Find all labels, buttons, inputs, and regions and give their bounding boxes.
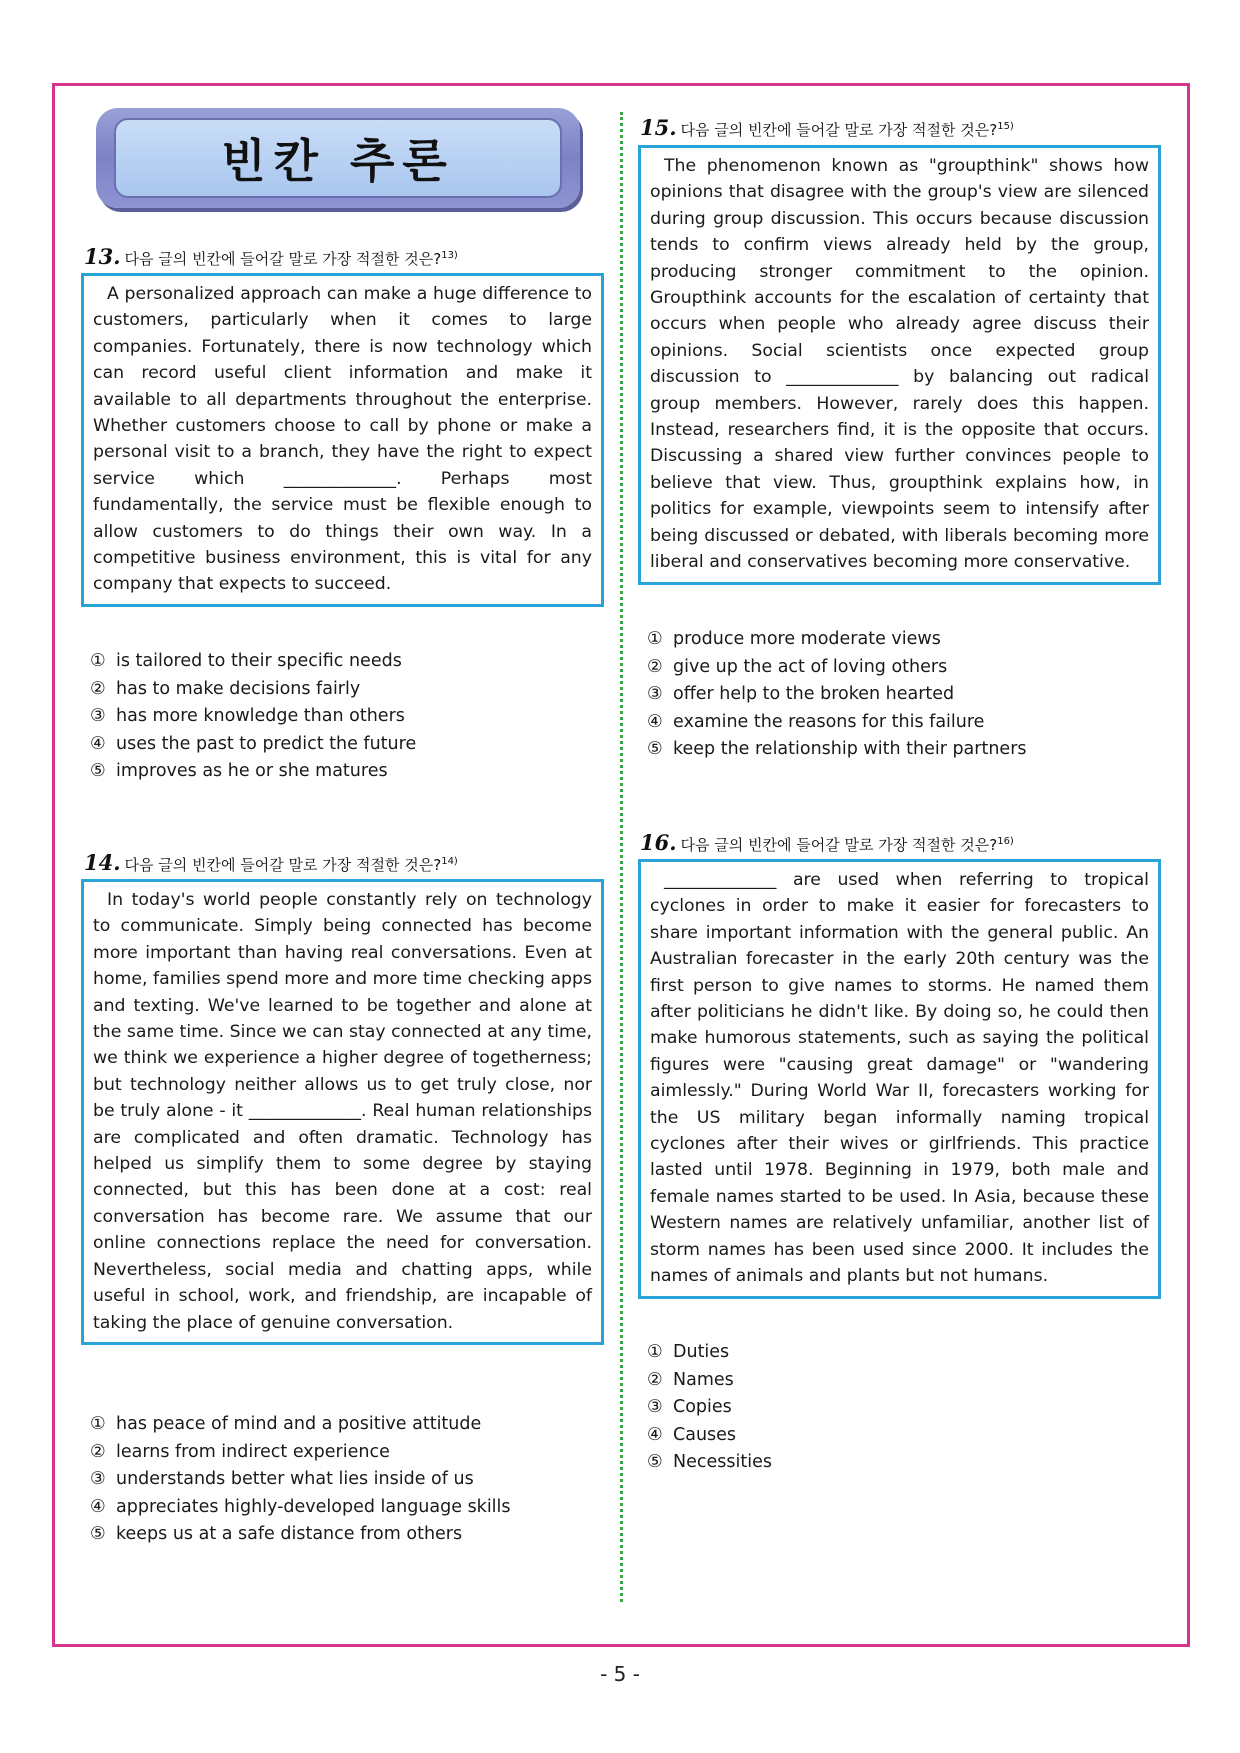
question-15-passage-box [638,145,1161,585]
section-title: 빈칸 추론 [221,134,455,188]
choice-text: keeps us at a safe distance from others [116,1524,463,1545]
choice-text: keep the relationship with their partners [673,739,1027,760]
choice-number: ④ [647,711,663,732]
choice-item[interactable] [647,681,1027,709]
choice-number: ① [90,1414,106,1434]
choice-text: Necessities [673,1452,772,1473]
choice-text: uses the past to predict the future [116,733,417,754]
choice-item[interactable] [90,1466,511,1494]
choice-item[interactable] [90,1494,511,1522]
question-16-prompt: 다음 글의 빈칸에 들어갈 말로 가장 적절한 것은? [680,836,998,854]
choice-text: improves as he or she matures [116,761,388,782]
choice-item[interactable] [90,1439,511,1467]
choice-item[interactable] [647,736,1027,764]
choice-text: has more knowledge than others [116,706,405,727]
choice-item[interactable] [647,1449,772,1477]
question-14-choices [90,1411,511,1549]
choice-text: understands better what lies inside of us [116,1469,474,1490]
choice-number: ③ [90,1469,106,1490]
choice-text: Causes [673,1424,737,1445]
question-13-prompt: 다음 글의 빈칸에 들어갈 말로 가장 적절한 것은? [124,250,442,268]
choice-number: ④ [647,1424,663,1445]
choice-text: offer help to the broken hearted [673,684,955,705]
question-14-number: 14. [84,850,121,875]
choice-text: has to make decisions fairly [116,678,361,699]
choice-item[interactable] [647,1422,772,1450]
question-15-passage: The phenomenon known as "groupthink" shows how opinions that disagree with the group's view are silenced during group discussion. This occurs because discussion tends to confirm views already held by the group, producing stronger commitment to the opinion. Groupthink accounts for the escalation of certainty that occurs when people who already agree discuss their opinions. Social scientists once expected group discussion to _____________ by balancing out radical group members. However, rarely does this happen. Instead, researchers find, it is the opposite that occurs. Discussing a shared view further convinces people to believe that view. Thus, groupthink explains how, in politics for example, viewpoints seem to intensify after being discussed or debated, with liberals becoming more liberal and conservatives becoming more conservative. [650,156,1149,573]
choice-number: ⑤ [90,1524,106,1545]
choice-text: produce more moderate views [673,629,941,649]
choice-number: ③ [90,706,106,727]
choice-number: ⑤ [647,739,663,760]
question-13-number: 13. [84,244,121,269]
question-13-passage: A personalized approach can make a huge difference to customers, particularly when it comes to large companies. Fortunately, there is now technology which can record useful client information and make it available to all departments throughout the enterprise. Whether customers choose to call by phone or make a personal visit to a branch, they have the right to expect service which _____________. Perhaps most fundamentally, the service must be flexible enough to allow customers to do things their own way. In a competitive business environment, this is vital for any company that expects to succeed. [93,284,592,595]
question-16-passage-box [638,859,1161,1299]
choice-item[interactable] [90,1521,511,1549]
section-title-plaque [96,108,580,208]
choice-number: ① [90,651,106,671]
question-15-number: 15. [640,115,677,140]
choice-text: is tailored to their specific needs [116,651,402,671]
question-16-header [640,830,1014,855]
choice-item[interactable] [647,709,1027,737]
question-13-footnote: 13) [441,250,458,261]
question-16-passage: _____________ are used when referring to tropical cyclones in order to make it easier for forecasters to share important information with the general public. An Australian forecaster in the early 20th century was the first person to give names to storms. He named them after politicians he didn't like. By doing so, he could then make humorous statements, such as saying the political figures were "causing great damage" or "wandering aimlessly." During World War II, forecasters working for the US military began informally naming tropical cyclones after their wives or girlfriends. This practice lasted until 1978. Beginning in 1979, both male and female names started to be used. In Asia, because these Western names are relatively unfamiliar, another list of storm names has been used since 2000. It includes the names of animals and plants but not humans. [650,870,1149,1287]
question-14-passage: In today's world people constantly rely on technology to communicate. Simply being connected has become more important than having real conversations. Even at home, families spend more and more time checking apps and texting. We've learned to be together and alone at the same time. Since we can stay connected at any time, we think we experience a higher degree of togetherness; but technology neither allows us to get truly close, nor be truly alone - it _____________. Real human relationships are complicated and often dramatic. Technology has helped us simplify them to some degree by staying connected, but this has been done at a cost: real conversation has become rare. We assume that our online connections replace the need for conversation. Nevertheless, social media and chatting apps, while useful in school, work, and friendship, are incapable of taking the place of genuine conversation. [93,890,592,1333]
question-14-header [84,850,458,875]
question-15-footnote: 15) [997,121,1014,132]
question-14-footnote: 14) [441,856,458,867]
choice-number: ① [647,1342,663,1362]
choice-text: learns from indirect experience [116,1441,390,1462]
choice-number: ① [647,629,663,649]
choice-item[interactable] [90,703,416,731]
choice-text: give up the act of loving others [673,656,948,677]
choice-item[interactable] [90,648,416,676]
choice-number: ② [90,678,106,699]
choice-item[interactable] [90,676,416,704]
choice-number: ③ [647,1397,663,1418]
section-title-inner [114,118,562,198]
choice-item[interactable] [90,758,416,786]
choice-item[interactable] [90,731,416,759]
question-14-prompt: 다음 글의 빈칸에 들어갈 말로 가장 적절한 것은? [124,856,442,874]
question-16-choices [647,1339,772,1477]
question-16-number: 16. [640,830,677,855]
choice-item[interactable] [647,626,1027,654]
question-14-passage-box [81,879,604,1345]
choice-number: ② [90,1441,106,1462]
choice-text: Names [673,1369,734,1390]
choice-text: appreciates highly-developed language skills [116,1496,511,1517]
page-number: - 5 - [600,1662,640,1686]
choice-number: ⑤ [647,1452,663,1473]
choice-number: ④ [90,733,106,754]
choice-item[interactable] [647,654,1027,682]
choice-item[interactable] [647,1339,772,1367]
question-15-header [640,115,1014,140]
choice-number: ② [647,656,663,677]
choice-number: ③ [647,684,663,705]
choice-text: Duties [673,1342,730,1362]
choice-number: ⑤ [90,761,106,782]
question-13-header [84,244,458,269]
column-divider [620,112,623,1602]
choice-item[interactable] [90,1411,511,1439]
choice-text: has peace of mind and a positive attitude [116,1414,482,1434]
choice-item[interactable] [647,1394,772,1422]
question-16-footnote: 16) [997,836,1014,847]
choice-number: ④ [90,1496,106,1517]
choice-text: Copies [673,1397,732,1418]
choice-item[interactable] [647,1367,772,1395]
question-15-choices [647,626,1027,764]
question-13-passage-box [81,273,604,607]
question-13-choices [90,648,416,786]
choice-number: ② [647,1369,663,1390]
question-15-prompt: 다음 글의 빈칸에 들어갈 말로 가장 적절한 것은? [680,121,998,139]
choice-text: examine the reasons for this failure [673,711,985,732]
